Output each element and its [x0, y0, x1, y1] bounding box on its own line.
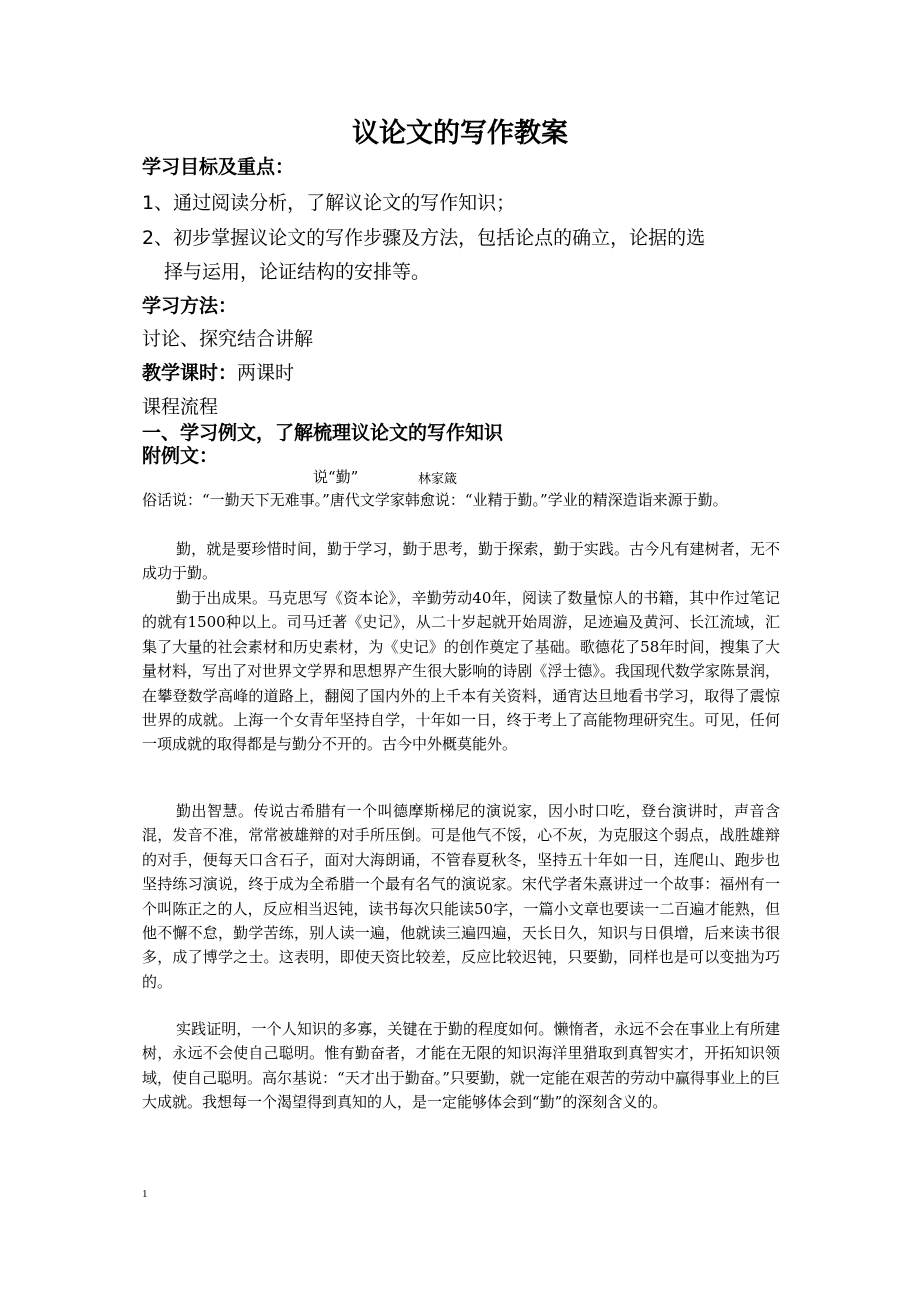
essay-paragraph-5: 实践证明，一个人知识的多寡，关键在于勤的程度如何。懒惰者，永远不会在事业上有所建树，永远不会使自己聪明。惟有勤奋者，才能在无限的知识海洋里猎取到真智实才，开拓知识领域，使自己聪明。高尔基说：“天才出于勤奋。”只要勤，就一定能在艰苦的劳动中赢得事业上的巨大成就。我想每一个渴望得到真知的人，是一定能够体会到“勤”的深刻含义的。 [142, 1020, 780, 1112]
hours-value: 两课时 [237, 362, 295, 384]
example-label: 附例文： [142, 445, 219, 467]
page-number: 1 [142, 1188, 148, 1200]
method-heading: 学习方法： [142, 295, 238, 317]
goal-1: 1、通过阅读分析，了解议论文的写作知识； [142, 192, 516, 214]
essay-title: 说“勤” [313, 468, 359, 486]
flow-label: 课程流程 [142, 396, 219, 418]
goal-2-line-1: 2、初步掌握议论文的写作步骤及方法，包括论点的确立，论据的选 [142, 227, 706, 249]
essay-paragraph-3: 勤于出成果。马克思写《资本论》，辛勤劳动40年，阅读了数量惊人的书籍，其中作过笔记的就有1500种以上。司马迁著《史记》，从二十岁起就开始周游，足迹遍及黄河、长江流域，汇集了大量的社会素材和历史素材，为《史记》的创作奠定了基础。歌德花了58年时间，搜集了大量材料，写出了对世界文学界和思想界产生很大影响的诗剧《浮士德》。我国现代数学家陈景润，在攀登数学高峰的道路上，翻阅了国内外的上千本有关资料，通宵达旦地看书学习，取得了震惊世界的成就。上海一个女青年坚持自学，十年如一日，终于考上了高能物理研究生。可见，任何一项成就的取得都是与勤分不开的。古今中外概莫能外。 [142, 589, 780, 754]
essay-paragraph-2: 勤，就是要珍惜时间，勤于学习，勤于思考，勤于探索，勤于实践。古今凡有建树者，无不成功于勤。 [142, 540, 780, 583]
section-1-heading: 一、学习例文，了解梳理议论文的写作知识 [142, 422, 504, 444]
essay-author: 林家箴 [418, 472, 458, 487]
hours-label: 教学课时： [142, 362, 238, 384]
essay-paragraph-1: 俗话说：“一勤天下无难事。”唐代文学家韩愈说：“业精于勤。”学业的精深造诣来源于勤。 [142, 491, 728, 509]
goals-heading: 学习目标及重点： [142, 156, 295, 178]
goal-2-line-2: 择与运用，论证结构的安排等。 [164, 261, 431, 283]
hours-line [142, 358, 294, 385]
page-title: 议论文的写作教案 [352, 118, 568, 149]
essay-paragraph-4: 勤出智慧。传说古希腊有一个叫德摩斯梯尼的演说家，因小时口吃，登台演讲时，声音含混，发音不准，常常被雄辩的对手所压倒。可是他气不馁，心不灰，为克服这个弱点，战胜雄辩的对手，便每天口含石子，面对大海朗诵，不管春夏秋冬，坚持五十年如一日，连爬山、跑步也坚持练习演说，终于成为全希腊一个最有名气的演说家。宋代学者朱熹讲过一个故事：福州有一个叫陈正之的人，反应相当迟钝，读书每次只能读50字，一篇小文章也要读一二百遍才能熟，但他不懈不怠，勤学苦练，别人读一遍，他就读三遍四遍，天长日久，知识与日俱增，后来读书很多，成了博学之士。这表明，即使天资比较差，反应比较迟钝，只要勤，同样也是可以变拙为巧的。 [142, 802, 780, 991]
method-text: 讨论、探究结合讲解 [142, 328, 314, 350]
